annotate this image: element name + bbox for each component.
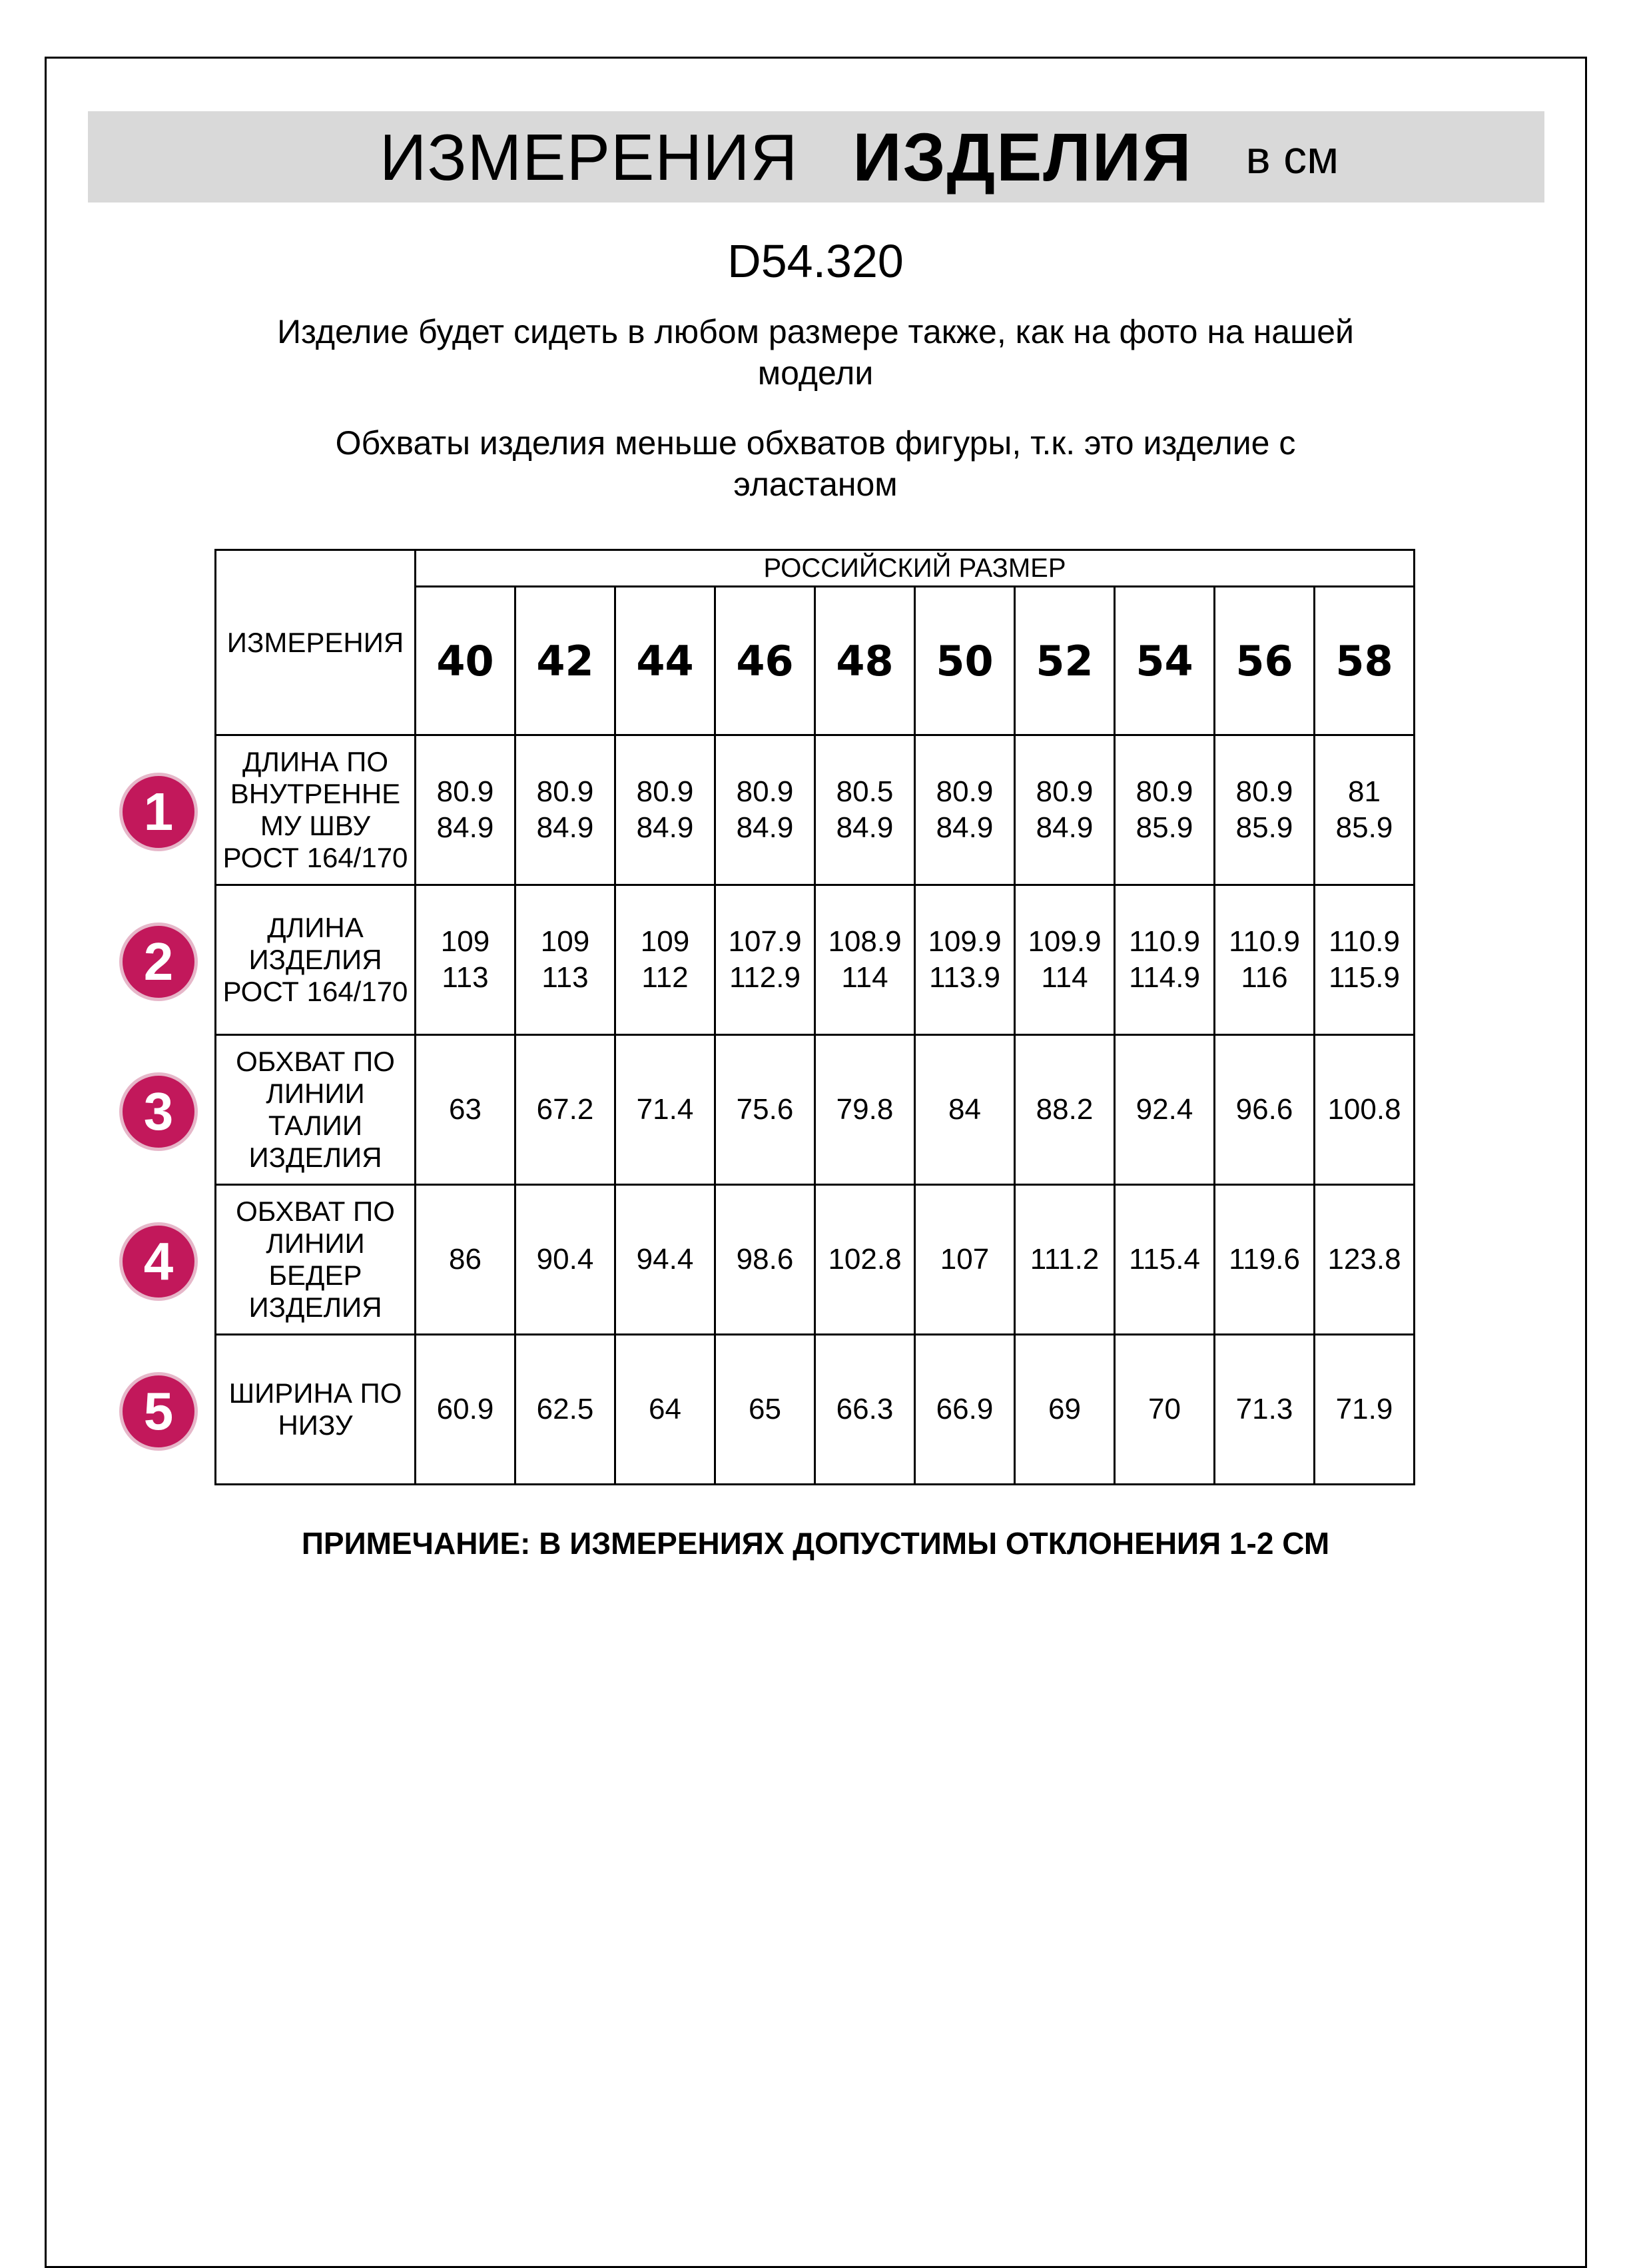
table-cell <box>615 1185 715 1335</box>
size-header-cell: 52 <box>1015 587 1115 735</box>
table-cell <box>1215 885 1315 1035</box>
russian-size-header: РОССИЙСКИЙ РАЗМЕР <box>416 550 1415 587</box>
table-cell <box>416 1185 515 1335</box>
row-number-badge: 5 <box>119 1372 198 1451</box>
table-cell <box>416 735 515 885</box>
row-label-line: ВНУТРЕННЕ <box>230 778 401 809</box>
row-label-line: ИЗДЕЛИЯ <box>248 944 382 975</box>
table-cell <box>615 735 715 885</box>
cell-value: 112.9 <box>729 961 801 994</box>
cell-value: 65 <box>749 1393 781 1425</box>
row-label-line: ОБХВАТ ПО <box>236 1046 395 1077</box>
cell-value: 92.4 <box>1136 1093 1193 1126</box>
table-cell <box>1015 885 1115 1035</box>
size-table <box>214 549 1415 1485</box>
table-cell <box>715 1185 815 1335</box>
cell-value: 114 <box>841 961 888 994</box>
row-label-line: РОСТ 164/170 <box>222 842 408 873</box>
cell-value: 80.9 <box>636 775 694 808</box>
row-number-badge: 2 <box>119 923 198 1001</box>
cell-value: 109 <box>440 925 490 958</box>
row-number-badge: 4 <box>119 1222 198 1301</box>
cell-value: 69 <box>1048 1393 1081 1425</box>
row-number-badge: 1 <box>119 773 198 851</box>
girth-note <box>0 422 1631 505</box>
table-cell <box>915 1335 1015 1485</box>
table-cell <box>515 1035 615 1185</box>
cell-value: 71.4 <box>636 1093 694 1126</box>
cell-value: 107 <box>940 1243 990 1276</box>
cell-value: 96.6 <box>1235 1093 1293 1126</box>
table-row <box>216 1335 1415 1485</box>
cell-value: 123.8 <box>1327 1243 1401 1276</box>
cell-value: 115.9 <box>1329 961 1400 994</box>
table-cell <box>915 735 1015 885</box>
cell-value: 79.8 <box>836 1093 894 1126</box>
cell-value: 84.9 <box>736 811 794 844</box>
table-cell <box>815 885 915 1035</box>
table-cell <box>815 735 915 885</box>
cell-value: 84 <box>948 1093 981 1126</box>
size-header-cell: 56 <box>1215 587 1315 735</box>
cell-value: 84.9 <box>436 811 494 844</box>
table-cell <box>416 1335 515 1485</box>
row-label-line: РОСТ 164/170 <box>222 976 408 1007</box>
cell-value: 66.3 <box>836 1393 894 1425</box>
row-label-line: ЛИНИИ <box>266 1078 365 1109</box>
table-cell <box>615 885 715 1035</box>
table-cell <box>715 1335 815 1485</box>
table-cell <box>815 1335 915 1485</box>
size-header-cell: 54 <box>1115 587 1215 735</box>
table-cell <box>615 1035 715 1185</box>
cell-value: 71.3 <box>1235 1393 1293 1425</box>
title-light: ИЗМЕРЕНИЯ <box>380 120 799 194</box>
cell-value: 60.9 <box>436 1393 494 1425</box>
cell-value: 88.2 <box>1036 1093 1094 1126</box>
table-cell <box>615 1335 715 1485</box>
cell-value: 70 <box>1148 1393 1181 1425</box>
cell-value: 80.5 <box>836 775 894 808</box>
tolerance-note: ПРИМЕЧАНИЕ: В ИЗМЕРЕНИЯХ ДОПУСТИМЫ ОТКЛОНЕНИЯ 1-2 СМ <box>301 1526 1330 1561</box>
row-label-line: ДЛИНА <box>267 912 364 943</box>
table-cell <box>1115 1185 1215 1335</box>
row-label-line: ШИРИНА ПО <box>228 1377 402 1409</box>
table-cell <box>416 1035 515 1185</box>
table-cell <box>1215 1185 1315 1335</box>
cell-value: 115.4 <box>1129 1243 1200 1276</box>
table-cell <box>1015 735 1115 885</box>
table-cell <box>1315 885 1415 1035</box>
row-label-line: ИЗДЕЛИЯ <box>248 1292 382 1323</box>
table-row <box>216 1185 1415 1335</box>
cell-value: 80.9 <box>736 775 794 808</box>
table-cell <box>1115 885 1215 1035</box>
table-cell <box>1015 1335 1115 1485</box>
size-header-cell: 40 <box>416 587 515 735</box>
product-code: D54.320 <box>727 235 904 287</box>
cell-value: 119.6 <box>1229 1243 1300 1276</box>
girth-note-line: эластаном <box>733 466 898 503</box>
row-label-line: ИЗДЕЛИЯ <box>248 1142 382 1173</box>
cell-value: 80.9 <box>1235 775 1293 808</box>
measurements-header: ИЗМЕРЕНИЯ <box>216 550 416 735</box>
cell-value: 62.5 <box>536 1393 594 1425</box>
fit-note-line: модели <box>757 354 874 392</box>
cell-value: 75.6 <box>736 1093 794 1126</box>
table-cell <box>416 885 515 1035</box>
table-cell <box>1115 735 1215 885</box>
size-header-cell: 44 <box>615 587 715 735</box>
cell-value: 80.9 <box>536 775 594 808</box>
cell-value: 90.4 <box>536 1243 594 1276</box>
cell-value: 109 <box>540 925 590 958</box>
size-header-cell: 46 <box>715 587 815 735</box>
table-cell <box>1015 1185 1115 1335</box>
cell-value: 81 <box>1348 775 1381 808</box>
row-label-line: ДЛИНА ПО <box>242 746 389 777</box>
table-cell <box>515 1335 615 1485</box>
size-header-cell: 50 <box>915 587 1015 735</box>
row-label <box>216 885 416 1035</box>
table-row <box>216 1035 1415 1185</box>
table-cell <box>915 885 1015 1035</box>
cell-value: 114.9 <box>1129 961 1200 994</box>
cell-value: 80.9 <box>436 775 494 808</box>
cell-value: 80.9 <box>1036 775 1094 808</box>
girth-note-line: Обхваты изделия меньше обхватов фигуры, т.к. это изделие с <box>335 424 1296 462</box>
row-label <box>216 735 416 885</box>
cell-value: 110.9 <box>1329 925 1400 958</box>
table-cell <box>1215 735 1315 885</box>
cell-value: 85.9 <box>1136 811 1193 844</box>
cell-value: 108.9 <box>828 925 902 958</box>
cell-value: 64 <box>649 1393 681 1425</box>
table-cell <box>915 1035 1015 1185</box>
row-label-line: ОБХВАТ ПО <box>236 1196 395 1227</box>
cell-value: 111.2 <box>1030 1243 1100 1276</box>
cell-value: 100.8 <box>1327 1093 1401 1126</box>
table-cell <box>1315 1185 1415 1335</box>
page-title <box>380 117 1339 197</box>
cell-value: 84.9 <box>1036 811 1094 844</box>
cell-value: 85.9 <box>1335 811 1393 844</box>
cell-value: 110.9 <box>1129 925 1200 958</box>
cell-value: 102.8 <box>828 1243 902 1276</box>
row-label-line: НИЗУ <box>278 1409 353 1441</box>
row-label <box>216 1185 416 1335</box>
cell-value: 84.9 <box>836 811 894 844</box>
size-table-body <box>216 735 1415 1485</box>
cell-value: 109.9 <box>1028 925 1102 958</box>
table-cell <box>1115 1335 1215 1485</box>
cell-value: 63 <box>449 1093 482 1126</box>
cell-value: 114 <box>1041 961 1088 994</box>
cell-value: 110.9 <box>1229 925 1300 958</box>
cell-value: 109.9 <box>928 925 1002 958</box>
table-cell <box>1215 1335 1315 1485</box>
cell-value: 107.9 <box>728 925 802 958</box>
cell-value: 80.9 <box>1136 775 1193 808</box>
cell-value: 86 <box>449 1243 482 1276</box>
row-label-line: МУ ШВУ <box>260 810 371 841</box>
row-label-line: БЕДЕР <box>268 1260 362 1291</box>
table-cell <box>1315 1335 1415 1485</box>
table-cell <box>515 885 615 1035</box>
table-cell <box>515 1185 615 1335</box>
row-label <box>216 1335 416 1485</box>
table-cell <box>715 735 815 885</box>
cell-value: 113.9 <box>929 961 1000 994</box>
cell-value: 116 <box>1241 961 1288 994</box>
cell-value: 112 <box>641 961 689 994</box>
table-cell <box>815 1035 915 1185</box>
cell-value: 67.2 <box>536 1093 594 1126</box>
table-cell <box>1115 1035 1215 1185</box>
table-cell <box>1315 1035 1415 1185</box>
table-cell <box>1215 1035 1315 1185</box>
row-label-line: ТАЛИИ <box>268 1110 363 1141</box>
cell-value: 98.6 <box>736 1243 794 1276</box>
title-bold: ИЗДЕЛИЯ <box>852 119 1193 195</box>
cell-value: 109 <box>640 925 690 958</box>
table-cell <box>815 1185 915 1335</box>
cell-value: 80.9 <box>936 775 994 808</box>
cell-value: 113 <box>541 961 589 994</box>
table-cell <box>515 735 615 885</box>
cell-value: 84.9 <box>936 811 994 844</box>
table-cell <box>1315 735 1415 885</box>
table-cell <box>715 885 815 1035</box>
size-header-cell: 58 <box>1315 587 1415 735</box>
table-row <box>216 735 1415 885</box>
size-header-cell: 48 <box>815 587 915 735</box>
fit-note <box>0 311 1631 394</box>
table-row <box>216 885 1415 1035</box>
table-cell <box>915 1185 1015 1335</box>
row-label <box>216 1035 416 1185</box>
cell-value: 84.9 <box>636 811 694 844</box>
fit-note-line: Изделие будет сидеть в любом размере также, как на фото на нашей <box>277 313 1354 350</box>
cell-value: 113 <box>442 961 489 994</box>
table-cell <box>715 1035 815 1185</box>
row-number-badge: 3 <box>119 1072 198 1151</box>
cell-value: 66.9 <box>936 1393 994 1425</box>
size-header-cell: 42 <box>515 587 615 735</box>
table-cell <box>1015 1035 1115 1185</box>
cell-value: 85.9 <box>1235 811 1293 844</box>
cell-value: 71.9 <box>1335 1393 1393 1425</box>
row-label-line: ЛИНИИ <box>266 1228 365 1259</box>
cell-value: 94.4 <box>636 1243 694 1276</box>
title-unit: в см <box>1245 131 1339 183</box>
cell-value: 84.9 <box>536 811 594 844</box>
